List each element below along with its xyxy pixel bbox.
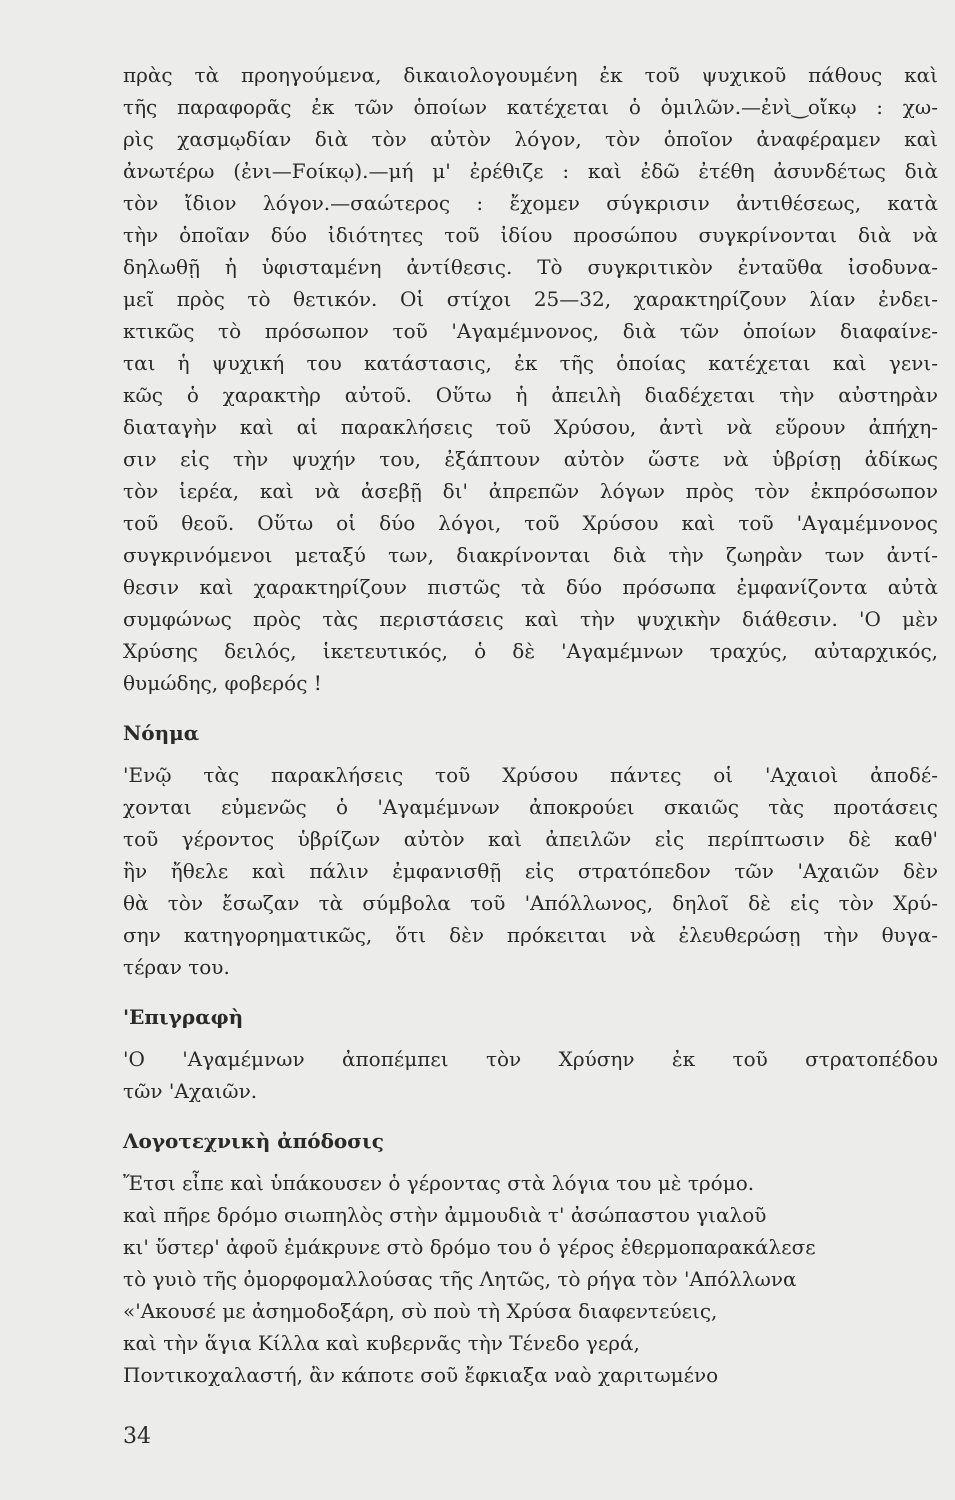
text-line: θεσιν καὶ χαρακτηρίζουν πιστῶς τὰ δύο πρόσωπα ἐμφανίζοντα αὐτὰ	[123, 575, 938, 599]
verse-line: καὶ τὴν ἅγια Κίλλα καὶ κυβερνᾶς τὴν Τένεδο γερά,	[123, 1331, 640, 1355]
text-line: 'Ο 'Αγαμέμνων ἀποπέμπει τὸν Χρύσην ἐκ τοῦ στρατοπέδου	[123, 1047, 938, 1071]
text-line: σην κατηγορηματικῶς, ὅτι δὲν πρόκειται νὰ ἐλευθερώσῃ τὴν θυγα-	[123, 923, 938, 947]
section-heading-logotexniki: Λογοτεχνικὴ ἀπόδοσις	[123, 1129, 384, 1153]
verse-line: κι' ὕστερ' ἀφοῦ ἐμάκρυνε στὸ δρόμο του ὁ γέρος ἐθερμοπαρακάλεσε	[123, 1235, 816, 1259]
text-line: σιν εἰς τὴν ψυχήν του, ἐξάπτουν αὐτὸν ὥστε νὰ ὑβρίσῃ ἀδίκως	[123, 447, 938, 471]
verse-line: καὶ πῆρε δρόμο σιωπηλὸς στὴν ἀμμουδιὰ τ' ἀσώπαστου γιαλοῦ	[123, 1203, 767, 1227]
text-line: μεῖ πρὸς τὸ θετικόν. Οἱ στίχοι 25—32, χαρακτηρίζουν λίαν ἐνδει-	[123, 287, 938, 311]
text-line: ται ἡ ψυχική του κατάστασις, ἐκ τῆς ὁποίας κατέχεται καὶ γενι-	[123, 351, 938, 375]
text-line: συμφώνως πρὸς τὰς περιστάσεις καὶ τὴν ψυχικὴν διάθεσιν. 'Ο μὲν	[123, 607, 938, 631]
text-line: τοῦ γέροντος ὑβρίζων αὐτὸν καὶ ἀπειλῶν εἰς περίπτωσιν δὲ καθ'	[123, 827, 938, 851]
text-line: διαταγὴν καὶ αἱ παρακλήσεις τοῦ Χρύσου, ἀντὶ νὰ εὕρουν ἀπήχη-	[123, 415, 938, 439]
text-line: χονται εὐμενῶς ὁ 'Αγαμέμνων ἀποκρούει σκαιῶς τὰς προτάσεις	[123, 795, 938, 819]
text-line: κτικῶς τὸ πρόσωπον τοῦ 'Αγαμέμνονος, διὰ τῶν ὁποίων διαφαίνε-	[123, 319, 938, 343]
text-line: τὴν ὁποῖαν δύο ἰδιότητες τοῦ ἰδίου προσώπου συγκρίνονται διὰ νὰ	[123, 223, 938, 247]
verse-line: «'Ακουσέ με ἀσημοδοξάρη, σὺ ποὺ τὴ Χρύσα διαφεντεύεις,	[123, 1299, 718, 1323]
text-line: θυμώδης, φοβερός !	[123, 671, 322, 695]
text-line: ἀνωτέρω (ἐνι—Fοίκῳ).—μή μ' ἐρέθιζε : καὶ ἐδῶ ἐτέθη ἀσυνδέτως διὰ	[123, 159, 938, 183]
text-line: θὰ τὸν ἔσωζαν τὰ σύμβολα τοῦ 'Απόλλωνος, δηλοῖ δὲ εἰς τὸν Χρύ-	[123, 891, 938, 915]
text-line: τῆς παραφορᾶς ἐκ τῶν ὁποίων κατέχεται ὁ ὁμιλῶν.—ἐνὶ‿οἴκῳ : χω-	[123, 95, 938, 119]
text-line: τέραν του.	[123, 955, 230, 979]
page-number: 34	[123, 1424, 151, 1449]
text-line: ρὶς χασμῳδίαν διὰ τὸν αὐτὸν λόγον, τὸν ὁποῖον ἀναφέραμεν καὶ	[123, 127, 938, 151]
verse-line: τὸ γυιὸ τῆς ὀμορφομαλλούσας τῆς Λητῶς, τὸ ρήγα τὸν 'Απόλλωνα	[123, 1267, 797, 1291]
section-heading-noima: Νόημα	[123, 721, 200, 745]
text-line: τὸν ἴδιον λόγον.—σαώτερος : ἔχομεν σύγκρισιν ἀντιθέσεως, κατὰ	[123, 191, 938, 215]
text-line: ἣν ἤθελε καὶ πάλιν ἐμφανισθῇ εἰς στρατόπεδον τῶν 'Αχαιῶν δὲν	[123, 859, 938, 883]
text-line: συγκρινόμενοι μεταξύ των, διακρίνονται διὰ τὴν ζωηρὰν των ἀντί-	[123, 543, 938, 567]
text-line: τῶν 'Αχαιῶν.	[123, 1079, 258, 1103]
text-line: τὸν ἱερέα, καὶ νὰ ἀσεβῇ δι' ἀπρεπῶν λόγων πρὸς τὸν ἐκπρόσωπον	[123, 479, 938, 503]
text-line: δηλωθῇ ἡ ὑφισταμένη ἀντίθεσις. Τὸ συγκριτικὸν ἐνταῦθα ἰσοδυνα-	[123, 255, 938, 279]
text-line: τοῦ θεοῦ. Οὕτω οἱ δύο λόγοι, τοῦ Χρύσου καὶ τοῦ 'Αγαμέμνονος	[123, 511, 938, 535]
verse-line: Ἔτσι εἶπε καὶ ὑπάκουσεν ὁ γέροντας στὰ λόγια του μὲ τρόμο.	[123, 1171, 755, 1195]
section-heading-epigrafi: 'Επιγραφὴ	[123, 1005, 244, 1029]
verse-line: Ποντικοχαλαστή, ἂν κάποτε σοῦ ἔφκιαξα ναὸ χαριτωμένο	[123, 1363, 719, 1387]
text-line: πρὰς τὰ προηγούμενα, δικαιολογουμένη ἐκ τοῦ ψυχικοῦ πάθους καὶ	[123, 63, 938, 87]
text-line: 'Ενῷ τὰς παρακλήσεις τοῦ Χρύσου πάντες οἱ 'Αχαιοὶ ἀποδέ-	[123, 763, 938, 787]
text-line: κῶς ὁ χαρακτὴρ αὐτοῦ. Οὕτω ἡ ἀπειλὴ διαδέχεται τὴν αὐστηρὰν	[123, 383, 938, 407]
text-line: Χρύσης δειλός, ἱκετευτικός, ὁ δὲ 'Αγαμέμνων τραχύς, αὐταρχικός,	[123, 639, 938, 663]
